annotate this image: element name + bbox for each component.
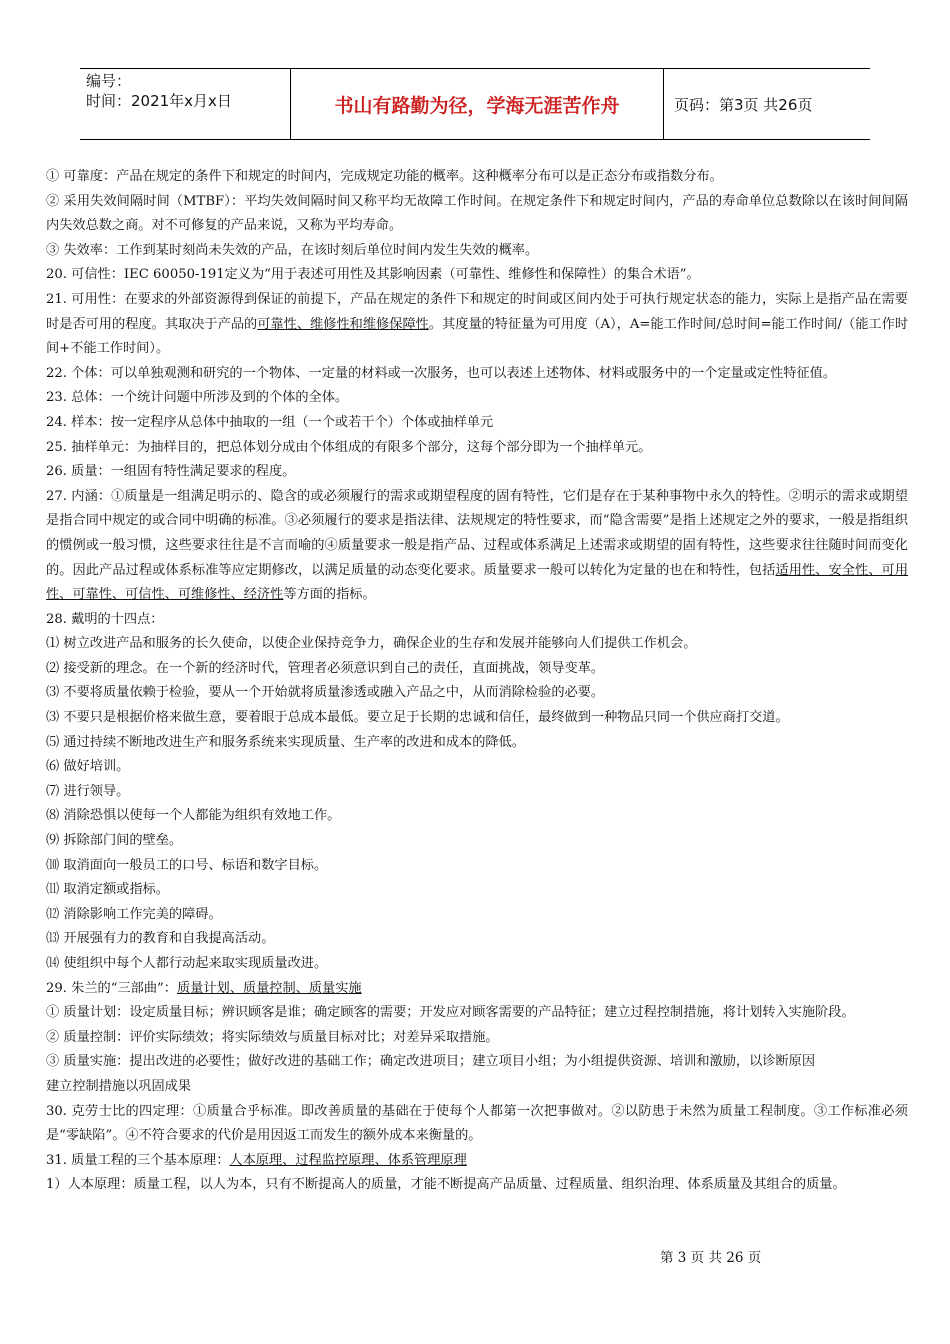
- paragraph: [46, 977, 908, 1002]
- list-item: ⑸ 通过持续不断地改进生产和服务系统来实现质量、生产率的改进和成本的降低。: [46, 734, 525, 750]
- paragraph: 22. 个体：可以单独观测和研究的一个物体、一定量的材料或一次服务，也可以表述上述物体、材料或服务中的一个定量或定性特征值。: [46, 365, 837, 381]
- paragraph: ① 质量计划：设定质量目标；辨识顾客是谁；确定顾客的需要；开发应对顾客需要的产品特征；建立过程控制措施，将计划转入实施阶段。: [46, 1005, 855, 1021]
- paragraph: 1）人本原理：质量工程，以人为本，只有不断提高人的质量，才能不断提高产品质量、过程质量、组织治理、体系质量及其组合的质量。: [46, 1177, 846, 1193]
- underlined-term: 质量计划、质量控制、质量实施: [176, 980, 362, 996]
- underlined-term: 可靠性、维修性和维修保障性: [257, 316, 429, 332]
- paragraph: 26. 质量：一组固有特性满足要求的程度。: [46, 464, 296, 480]
- header-motto: 书山有路勤为径，学海无涯苦作舟: [290, 69, 664, 139]
- paragraph: [46, 288, 908, 362]
- list-item: ⑿ 消除影响工作完美的障碍。: [46, 906, 222, 922]
- list-item: ⑼ 拆除部门间的壁垒。: [46, 833, 183, 849]
- underlined-term: 人本原理、过程监控原理、体系管理原理: [229, 1152, 467, 1168]
- paragraph: 20. 可信性：IEC 60050-191定义为“用于表述可用性及其影响因素（可靠性、维修性和保障性）的集合术语”。: [46, 267, 700, 283]
- paragraph: ③ 质量实施：提出改进的必要性；做好改进的基础工作；确定改进项目；建立项目小组；为小组提供资源、培训和激励，以诊断原因: [46, 1054, 816, 1070]
- list-item: ⑹ 做好培训。: [46, 759, 130, 775]
- paragraph: 23. 总体：一个统计问题中所涉及到的个体的全体。: [46, 390, 349, 406]
- page-footer: 第 3 页 共 26 页: [660, 1250, 762, 1266]
- paragraph: 24. 样本：按一定程序从总体中抽取的一组（一个或若干个）个体或抽样单元: [46, 414, 494, 430]
- paragraph-text: 27. 内涵：①质量是一组满足明示的、隐含的或必须履行的需求或期望程度的固有特性，它们是存在于某种事物中永久的特性。②明示的需求或期望是指合同中规定的或合同中明确的标准。③必须履行的要求是指法律、法规规定的特性要求，而“隐含需要”是指上述规定之外的要求，一般是指组织的惯例或一般习惯，这些要求往往是不言而喻的④质量要求一般是指产品、过程或体系满足上述需求或期望的固有特性，这些要求往往随时间而变化的。因此产品过程或体系标准等应定期修改，以满足质量的动态变化要求。质量要求一般可以转化为定量的也在和特性，包括: [46, 488, 908, 578]
- paragraph: [46, 1149, 908, 1174]
- list-item: ⑶ 不要将质量依赖于检验，要从一个开始就将质量渗透或融入产品之中，从而消除检验的必要。: [46, 685, 605, 701]
- paragraph: 28. 戴明的十四点：: [46, 611, 164, 627]
- paragraph: 建立控制措施以巩固成果: [46, 1078, 192, 1094]
- list-item: ⑶ 不要只是根据价格来做生意，要着眼于总成本最低。要立足于长期的忠诚和信任，最终做到一种物品只同一个供应商打交道。: [46, 710, 789, 726]
- underlined-term: 适用性、安全性、可用性、可靠性、可信性、可维修性、经济性: [46, 562, 909, 603]
- paragraph-text: 等方面的指标。: [283, 587, 376, 603]
- page-header: [80, 68, 870, 140]
- list-item: ⑵ 接受新的理念。在一个新的经济时代，管理者必须意识到自己的责任，直面挑战，领导变革。: [46, 660, 605, 676]
- list-item: ⑴ 树立改进产品和服务的长久使命，以使企业保持竞争力，确保企业的生存和发展并能够向人们提供工作机会。: [46, 636, 697, 652]
- list-item: ⑺ 进行领导。: [46, 783, 130, 799]
- header-meta: [80, 69, 290, 139]
- paragraph-text: 29. 朱兰的“三部曲”：: [46, 980, 177, 996]
- paragraph-text: 31. 质量工程的三个基本原理：: [46, 1152, 230, 1168]
- header-page-number: 页码：第3页 共26页: [674, 95, 813, 114]
- list-item: ⒁ 使组织中每个人都行动起来取实现质量改进。: [46, 956, 328, 971]
- list-item: ⑽ 取消面向一般员工的口号、标语和数字目标。: [46, 857, 328, 873]
- paragraph-text: 21. 可用性：在要求的外部资源得到保证的前提下，产品在规定的条件下和规定的时间或区间内处于可执行规定状态的能力，实际上是指产品在需要时是否可用的程度。其取决于产品的: [46, 291, 908, 332]
- paragraph: 25. 抽样单元：为抽样目的，把总体划分成由个体组成的有限多个部分，这每个部分即为一个抽样单元。: [46, 439, 652, 455]
- list-item: ⒀ 开展强有力的教育和自我提高活动。: [46, 931, 275, 947]
- paragraph: ② 采用失效间隔时间（MTBF）：平均失效间隔时间又称平均无故障工作时间。在规定条件下和规定时间内，产品的寿命单位总数除以在该时间间隔内失效总数之商。对不可修复的产品来说，又称为平均寿命。: [46, 193, 908, 234]
- document-body: [46, 165, 908, 1198]
- paragraph: 30. 克劳士比的四定理：①质量合乎标准。即改善质量的基础在于使每个人都第一次把事做对。②以防患于未然为质量工程制度。③工作标准必须是“零缺陷”。④不符合要求的代价是用因返工而发生的额外成本来衡量的。: [46, 1103, 908, 1144]
- paragraph: ③ 失效率：工作到某时刻尚未失效的产品，在该时刻后单位时间内发生失效的概率。: [46, 242, 539, 258]
- paragraph-text: 。其度量的特征量为可用度（A），A=能工作时间/总时间=能工作时间/（能工作时间+不能工作时间）。: [46, 316, 909, 357]
- list-item: ⑾ 取消定额或指标。: [46, 882, 169, 898]
- document-date-label: 时间：2021年x月x日: [86, 92, 232, 110]
- list-item: ⑻ 消除恐惧以使每一个人都能为组织有效地工作。: [46, 808, 341, 824]
- document-number-label: 编号：: [86, 72, 132, 90]
- paragraph: [46, 485, 908, 608]
- paragraph: ② 质量控制：评价实际绩效；将实际绩效与质量目标对比；对差异采取措施。: [46, 1029, 499, 1045]
- paragraph: ① 可靠度：产品在规定的条件下和规定的时间内，完成规定功能的概率。这种概率分布可以是正态分布或指数分布。: [46, 169, 723, 184]
